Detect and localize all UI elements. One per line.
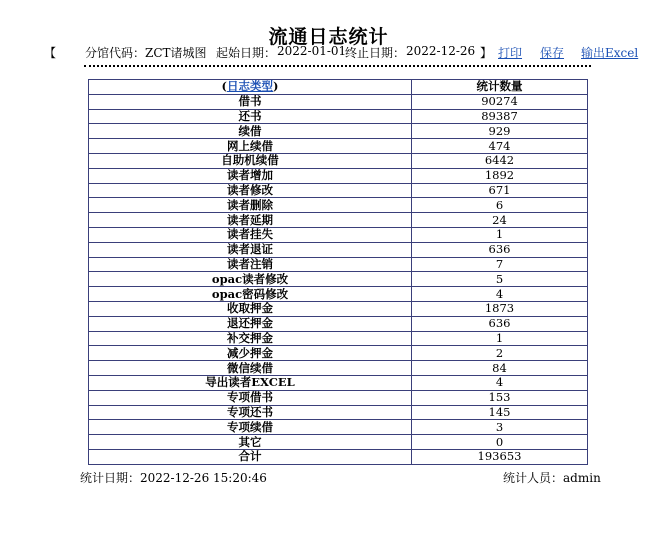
count-cell: 2 bbox=[412, 346, 588, 361]
library-code-label: 分馆代码： bbox=[85, 46, 146, 60]
print-link[interactable]: 打印 bbox=[498, 46, 523, 60]
statistics-date-value: 2022-12-26 15:20:46 bbox=[140, 471, 267, 485]
log-type-cell: 补交押金 bbox=[89, 331, 412, 346]
count-cell: 671 bbox=[412, 183, 588, 198]
count-cell: 4 bbox=[412, 375, 588, 390]
bracket-close: 】 bbox=[480, 46, 493, 60]
count-cell: 474 bbox=[412, 139, 588, 154]
count-cell: 1873 bbox=[412, 301, 588, 316]
table-row bbox=[89, 331, 588, 346]
table-row bbox=[89, 287, 588, 302]
table-row bbox=[89, 420, 588, 435]
statistics-date-label: 统计日期： bbox=[80, 471, 141, 485]
table-row bbox=[89, 346, 588, 361]
table-row bbox=[89, 375, 588, 390]
end-date-value: 2022-12-26 bbox=[406, 44, 476, 58]
start-date-value: 2022-01-01 bbox=[277, 44, 347, 58]
log-type-cell: 导出读者EXCEL bbox=[89, 375, 412, 390]
table-row bbox=[89, 272, 588, 287]
count-cell: 193653 bbox=[412, 449, 588, 464]
log-statistics-table bbox=[88, 79, 588, 465]
count-cell: 24 bbox=[412, 213, 588, 228]
log-type-cell: 专项借书 bbox=[89, 390, 412, 405]
table-row bbox=[89, 405, 588, 420]
header-log-type: (日志类型) bbox=[89, 80, 412, 95]
count-cell: 929 bbox=[412, 124, 588, 139]
table-row bbox=[89, 361, 588, 376]
table-row bbox=[89, 139, 588, 154]
table-row bbox=[89, 109, 588, 124]
start-date-label: 起始日期： bbox=[216, 46, 277, 60]
log-type-cell: 读者挂失 bbox=[89, 227, 412, 242]
count-cell: 6 bbox=[412, 198, 588, 213]
log-type-cell: 其它 bbox=[89, 435, 412, 450]
log-type-cell: 收取押金 bbox=[89, 301, 412, 316]
log-type-cell: 减少押金 bbox=[89, 346, 412, 361]
log-type-cell: 借书 bbox=[89, 94, 412, 109]
table-row bbox=[89, 153, 588, 168]
log-type-cell: 专项续借 bbox=[89, 420, 412, 435]
table-row bbox=[89, 316, 588, 331]
count-cell: 636 bbox=[412, 316, 588, 331]
dotted-divider bbox=[84, 65, 591, 67]
table-row bbox=[89, 183, 588, 198]
end-date-label: 终止日期： bbox=[345, 46, 406, 60]
count-cell: 4 bbox=[412, 287, 588, 302]
log-type-cell: 专项还书 bbox=[89, 405, 412, 420]
table-row bbox=[89, 124, 588, 139]
count-cell: 90274 bbox=[412, 94, 588, 109]
table-row bbox=[89, 213, 588, 228]
save-link[interactable]: 保存 bbox=[540, 46, 565, 60]
statistics-date bbox=[80, 469, 267, 486]
log-type-cell: 读者退证 bbox=[89, 242, 412, 257]
log-type-cell: opac读者修改 bbox=[89, 272, 412, 287]
export-excel-link[interactable]: 输出Excel bbox=[581, 46, 639, 60]
bracket-open: 【 bbox=[44, 46, 57, 60]
table-row bbox=[89, 227, 588, 242]
log-type-cell: 合计 bbox=[89, 449, 412, 464]
table-row bbox=[89, 242, 588, 257]
log-type-cell: 读者增加 bbox=[89, 168, 412, 183]
table-row bbox=[89, 449, 588, 464]
statistics-staff-value: admin bbox=[563, 471, 601, 485]
log-type-cell: 读者注销 bbox=[89, 257, 412, 272]
page-title: 流通日志统计 bbox=[268, 26, 389, 48]
log-type-cell: 网上续借 bbox=[89, 139, 412, 154]
count-cell: 1 bbox=[412, 331, 588, 346]
log-type-cell: 读者删除 bbox=[89, 198, 412, 213]
table-row bbox=[89, 257, 588, 272]
table-row bbox=[89, 435, 588, 450]
count-cell: 1892 bbox=[412, 168, 588, 183]
count-cell: 89387 bbox=[412, 109, 588, 124]
header-count: 统计数量 bbox=[412, 80, 588, 95]
table-row bbox=[89, 198, 588, 213]
log-type-cell: 微信续借 bbox=[89, 361, 412, 376]
table-row bbox=[89, 301, 588, 316]
log-type-cell: 自助机续借 bbox=[89, 153, 412, 168]
count-cell: 1 bbox=[412, 227, 588, 242]
table-row bbox=[89, 390, 588, 405]
log-type-cell: 读者延期 bbox=[89, 213, 412, 228]
log-type-cell: 退还押金 bbox=[89, 316, 412, 331]
log-type-cell: 还书 bbox=[89, 109, 412, 124]
statistics-staff bbox=[503, 469, 601, 486]
log-type-cell: 续借 bbox=[89, 124, 412, 139]
table-row bbox=[89, 94, 588, 109]
count-cell: 0 bbox=[412, 435, 588, 450]
count-cell: 3 bbox=[412, 420, 588, 435]
table-header-row bbox=[89, 80, 588, 95]
count-cell: 84 bbox=[412, 361, 588, 376]
count-cell: 145 bbox=[412, 405, 588, 420]
log-type-sort-link[interactable]: 日志类型 bbox=[227, 79, 273, 94]
statistics-staff-label: 统计人员： bbox=[503, 471, 564, 485]
library-code-value: ZCT诸城图 bbox=[145, 46, 207, 60]
count-cell: 7 bbox=[412, 257, 588, 272]
log-type-cell: opac密码修改 bbox=[89, 287, 412, 302]
count-cell: 5 bbox=[412, 272, 588, 287]
log-type-cell: 读者修改 bbox=[89, 183, 412, 198]
table-row bbox=[89, 168, 588, 183]
count-cell: 6442 bbox=[412, 153, 588, 168]
count-cell: 153 bbox=[412, 390, 588, 405]
count-cell: 636 bbox=[412, 242, 588, 257]
query-criteria bbox=[44, 44, 644, 62]
